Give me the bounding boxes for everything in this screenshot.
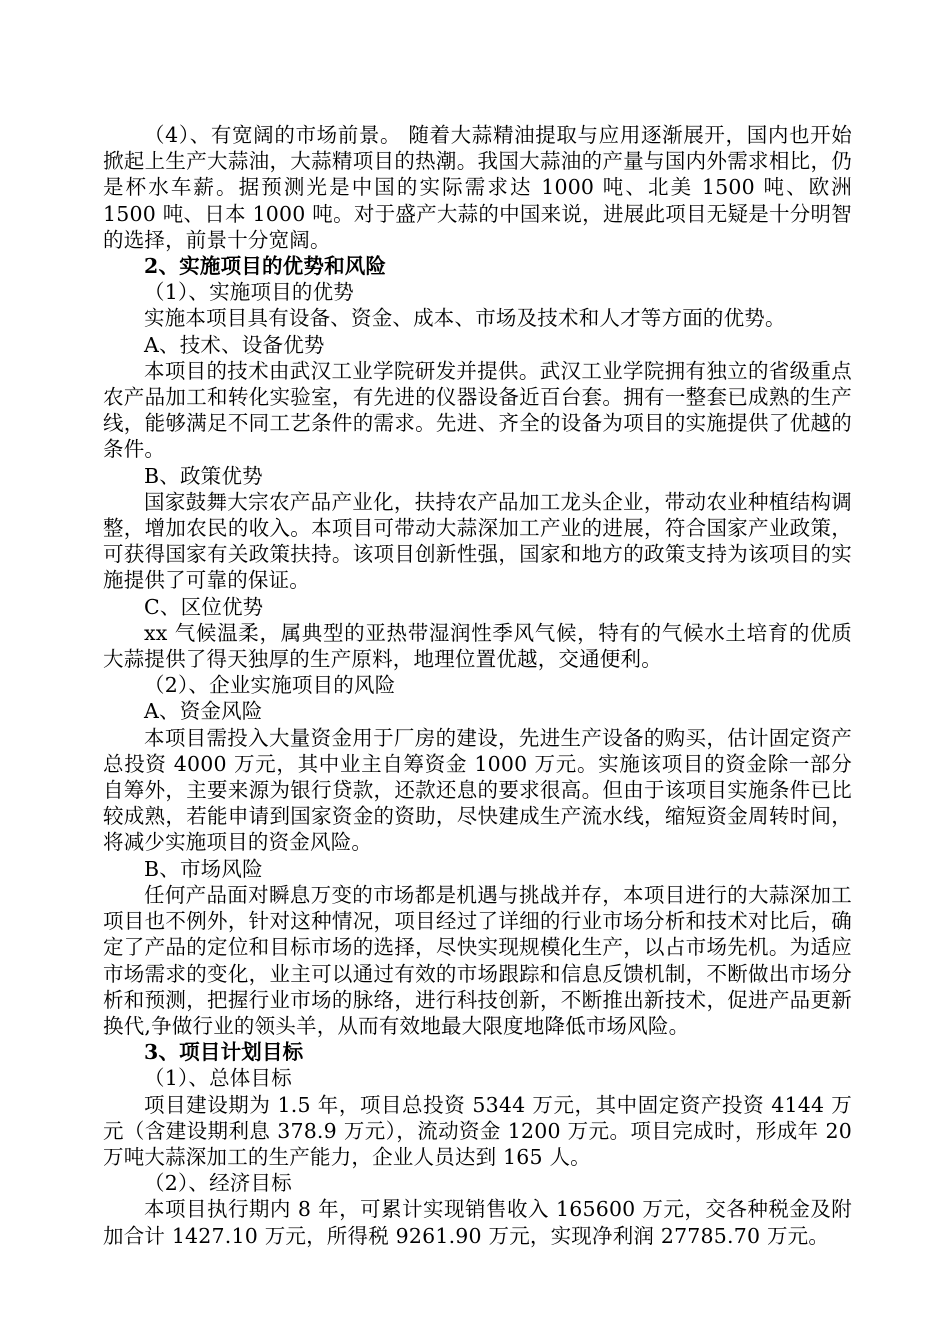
section-heading-targets: 3、项目计划目标 xyxy=(144,1040,304,1065)
subheading-economic-target: （2）、经济目标 xyxy=(144,1171,292,1196)
paragraph-tech-equipment: 本项目的技术由武汉工业学院研发并提供。武汉工业学院拥有独立的省级重点农产品加工和转化实验室，有先进的仪器设备近百台套。拥有一整套已成熟的生产线，能够满足不同工艺条件的需求。先进、齐全的设备为项目的实施提供了优越的条件。 xyxy=(103,358,852,462)
subheading-tech-equipment: A、技术、设备优势 xyxy=(144,332,325,357)
paragraph-market-prospect: （4）、有宽阔的市场前景。 随着大蒜精油提取与应用逐渐展开，国内也开始掀起上生产大蒜油，大蒜精项目的热潮。我国大蒜油的产量与国内外需求相比，仍是杯水车薪。据预测光是中国的实际需求达 1000 吨、北美 1500 吨、欧洲 1500 吨、日本 1000 吨。对于盛产大蒜的中国来说，进展此项目无疑是十分明智的选择，前景十分宽阔。 xyxy=(103,123,852,252)
subheading-funding-risk: A、资金风险 xyxy=(144,699,263,724)
subheading-market-risk: B、市场风险 xyxy=(144,856,263,881)
subheading-overall-target: （1）、总体目标 xyxy=(144,1066,292,1091)
subheading-risks: （2）、企业实施项目的风险 xyxy=(144,673,396,698)
subheading-policy: B、政策优势 xyxy=(144,463,263,488)
paragraph-overall-target: 项目建设期为 1.5 年，项目总投资 5344 万元，其中固定资产投资 4144 万元（含建设期利息 378.9 万元），流动资金 1200 万元。项目完成时，形成年 20 万吨大蒜深加工的生产能力，企业人员达到 165 人。 xyxy=(103,1092,852,1169)
paragraph-policy: 国家鼓舞大宗农产品产业化，扶持农产品加工龙头企业，带动农业种植结构调整，增加农民的收入。本项目可带动大蒜深加工产业的进展，符合国家产业政策，可获得国家有关政策扶持。该项目创新性强，国家和地方的政策支持为该项目的实施提供了可靠的保证。 xyxy=(103,489,852,593)
subheading-location: C、区位优势 xyxy=(144,594,264,619)
paragraph-market-risk: 任何产品面对瞬息万变的市场都是机遇与挑战并存，本项目进行的大蒜深加工项目也不例外，针对这种情况，项目经过了详细的行业市场分析和技术对比后，确定了产品的定位和目标市场的选择，尽快实现规模化生产，以占市场先机。为适应市场需求的变化，业主可以通过有效的市场跟踪和信息反馈机制，不断做出市场分析和预测，把握行业市场的脉络，进行科技创新，不断推出新技术，促进产品更新换代,争做行业的领头羊，从而有效地最大限度地降低市场风险。 xyxy=(103,882,852,1038)
paragraph-advantages-summary: 实施本项目具有设备、资金、成本、市场及技术和人才等方面的优势。 xyxy=(144,306,786,331)
subheading-advantages: （1）、实施项目的优势 xyxy=(144,280,354,305)
paragraph-economic-target: 本项目执行期内 8 年，可累计实现销售收入 165600 万元，交各种税金及附加合计 1427.10 万元，所得税 9261.90 万元，实现净利润 27785.70 万元。 xyxy=(103,1197,852,1248)
paragraph-funding-risk: 本项目需投入大量资金用于厂房的建设，先进生产设备的购买，估计固定资产总投资 4000 万元，其中业主自筹资金 1000 万元。实施该项目的资金除一部分自筹外，主要来源为银行贷款，还款还息的要求很高。但由于该项目实施条件已比较成熟，若能申请到国家资金的资助，尽快建成生产流水线，缩短资金周转时间，将减少实施项目的资金风险。 xyxy=(103,725,852,855)
section-heading-advantages-risks: 2、实施项目的优势和风险 xyxy=(144,254,387,279)
paragraph-location: xx 气候温柔，属典型的亚热带湿润性季风气候，特有的气候水土培育的优质大蒜提供了得天独厚的生产原料，地理位置优越，交通便利。 xyxy=(103,620,852,672)
